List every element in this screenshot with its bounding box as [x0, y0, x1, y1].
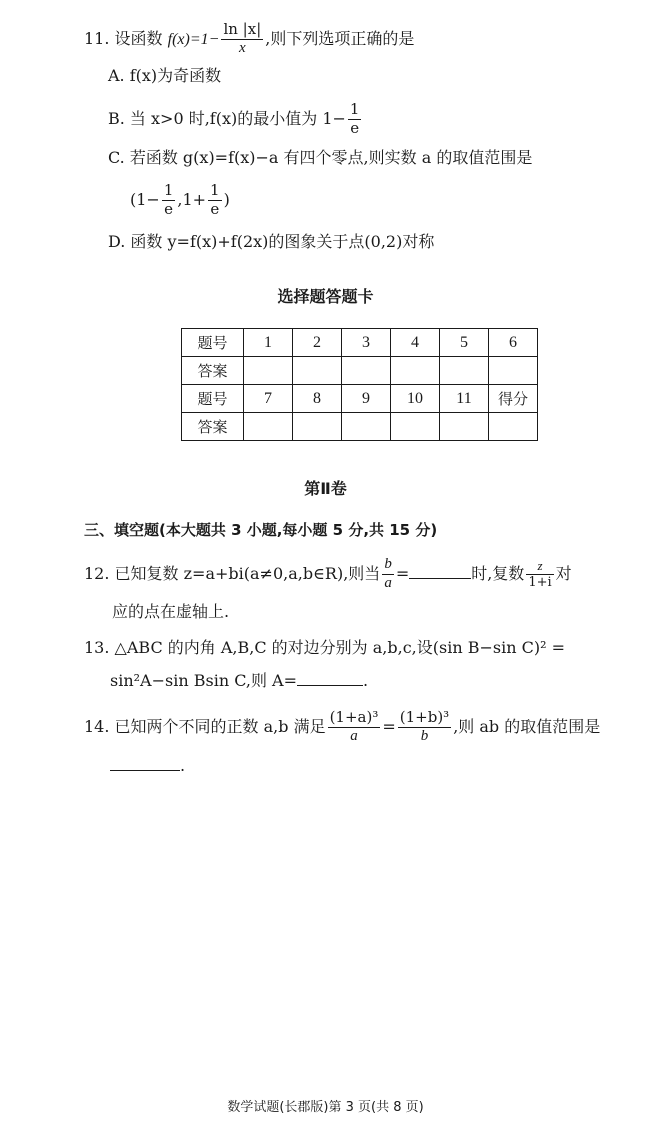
q12-answer-blank[interactable] [409, 564, 471, 579]
table-row [182, 385, 538, 413]
section-three-heading: 三、填空题(本大题共 3 小题,每小题 5 分,共 15 分) [84, 521, 438, 539]
q13-text: sin²A−sin Bsin C,则 A= [110, 671, 298, 690]
table-cell: 题号 [182, 329, 244, 357]
answer-cell[interactable] [489, 413, 538, 441]
q11-stem-end: ,则下列选项正确的是 [265, 28, 415, 48]
table-cell: 答案 [182, 357, 244, 385]
q14-text-a: 14. 已知两个不同的正数 a,b 满足 [84, 716, 326, 736]
q12-line1 [84, 557, 572, 592]
q12-fraction [382, 557, 394, 592]
q11-option-b-text: B. 当 x>0 时,f(x)的最小值为 1− [108, 108, 346, 128]
answer-cell[interactable] [244, 357, 293, 385]
q12-text-d: 对 [555, 563, 572, 583]
answer-cell[interactable] [391, 413, 440, 441]
table-cell: 9 [342, 385, 391, 413]
q11-option-b [108, 102, 363, 137]
answer-card-title: 选择题答题卡 [277, 287, 374, 306]
q11-option-d: D. 函数 y=f(x)+f(2x)的图象关于点(0,2)对称 [108, 232, 435, 251]
q11-option-c-num-1: 1 [163, 181, 174, 199]
q12-fraction-2-numerator: z [526, 559, 553, 575]
answer-cell[interactable] [440, 413, 489, 441]
page-footer: 数学试题(长郡版)第 3 页(共 8 页) [227, 1100, 424, 1115]
answer-cell[interactable] [440, 357, 489, 385]
q11-option-c-fraction-1 [162, 183, 176, 218]
table-cell: 5 [440, 329, 489, 357]
answer-cell[interactable] [293, 413, 342, 441]
q11-fraction [221, 22, 263, 57]
q11-option-c-fraction-2 [208, 183, 222, 218]
q13-line2 [110, 671, 368, 689]
q13-line1: 13. △ABC 的内角 A,B,C 的对边分别为 a,b,c,设(sin B−sin C)² = [84, 638, 565, 657]
table-row [182, 413, 538, 441]
q11-option-c-den-1: e [164, 199, 174, 218]
q11-option-a: A. f(x)为奇函数 [108, 66, 222, 85]
q12-equals: = [395, 563, 410, 583]
q14-fraction-2 [398, 710, 451, 745]
table-cell: 4 [391, 329, 440, 357]
q12-text-a: 12. 已知复数 z=a+bi(a≠0,a,b∈R),则当 [84, 563, 381, 583]
q11-option-c-range [130, 183, 230, 218]
q12-fraction-denominator: a [384, 574, 392, 591]
q11-option-c-right: ) [223, 189, 230, 209]
q14-fraction-1 [328, 710, 381, 745]
q14-line2 [110, 756, 185, 774]
table-cell: 2 [293, 329, 342, 357]
q12-fraction-2-denominator: 1+i [528, 574, 552, 590]
table-cell: 11 [440, 385, 489, 413]
q13-answer-blank[interactable] [297, 671, 363, 686]
table-cell: 3 [342, 329, 391, 357]
q14-period: . [180, 756, 186, 775]
answer-cell[interactable] [342, 413, 391, 441]
table-row [182, 357, 538, 385]
answer-cell[interactable] [391, 357, 440, 385]
answer-card-table [181, 328, 538, 441]
table-cell: 题号 [182, 385, 244, 413]
q13-period: . [363, 671, 369, 690]
q11-option-b-denominator: e [350, 118, 360, 137]
q14-text-b: ,则 ab 的取值范围是 [453, 716, 601, 736]
table-cell: 7 [244, 385, 293, 413]
q11-option-c: C. 若函数 g(x)=f(x)−a 有四个零点,则实数 a 的取值范围是 [108, 148, 533, 167]
q11-option-b-fraction [348, 102, 362, 137]
q11-stem-start: 设函数 [114, 28, 163, 48]
q11-option-c-left: (1− [130, 189, 160, 209]
q11-fraction-numerator: ln |x| [223, 20, 262, 38]
answer-cell[interactable] [293, 357, 342, 385]
q14-fraction-2-numerator: (1+b)³ [399, 708, 450, 726]
q11-option-c-num-2: 1 [210, 181, 220, 199]
table-cell: 答案 [182, 413, 244, 441]
q11-function: f(x)=1− [167, 30, 220, 48]
q12-fraction-numerator: b [382, 557, 394, 575]
q11-option-c-den-2: e [210, 199, 220, 218]
answer-cell[interactable] [342, 357, 391, 385]
q14-line1 [84, 710, 600, 745]
answer-cell[interactable] [244, 413, 293, 441]
q12-text-c: 时,复数 [471, 563, 525, 583]
answer-cell[interactable] [489, 357, 538, 385]
table-row [182, 329, 538, 357]
q11-stem [84, 22, 414, 57]
q14-fraction-1-denominator: a [350, 727, 358, 744]
table-cell: 8 [293, 385, 342, 413]
table-cell: 1 [244, 329, 293, 357]
q14-fraction-1-numerator: (1+a)³ [329, 708, 379, 726]
table-cell: 得分 [489, 385, 538, 413]
q11-number: 11. [84, 28, 110, 48]
q11-option-c-mid: ,1+ [177, 189, 207, 209]
q14-answer-blank[interactable] [110, 756, 180, 771]
q11-option-b-numerator: 1 [349, 100, 360, 118]
q12-fraction-2 [526, 559, 553, 589]
q14-equals: = [382, 716, 396, 736]
q12-line2: 应的点在虚轴上. [112, 602, 230, 621]
table-cell: 10 [391, 385, 440, 413]
q11-fraction-denominator: x [239, 39, 246, 56]
part-two-title: 第Ⅱ卷 [304, 479, 347, 498]
table-cell: 6 [489, 329, 538, 357]
q14-fraction-2-denominator: b [420, 727, 429, 744]
